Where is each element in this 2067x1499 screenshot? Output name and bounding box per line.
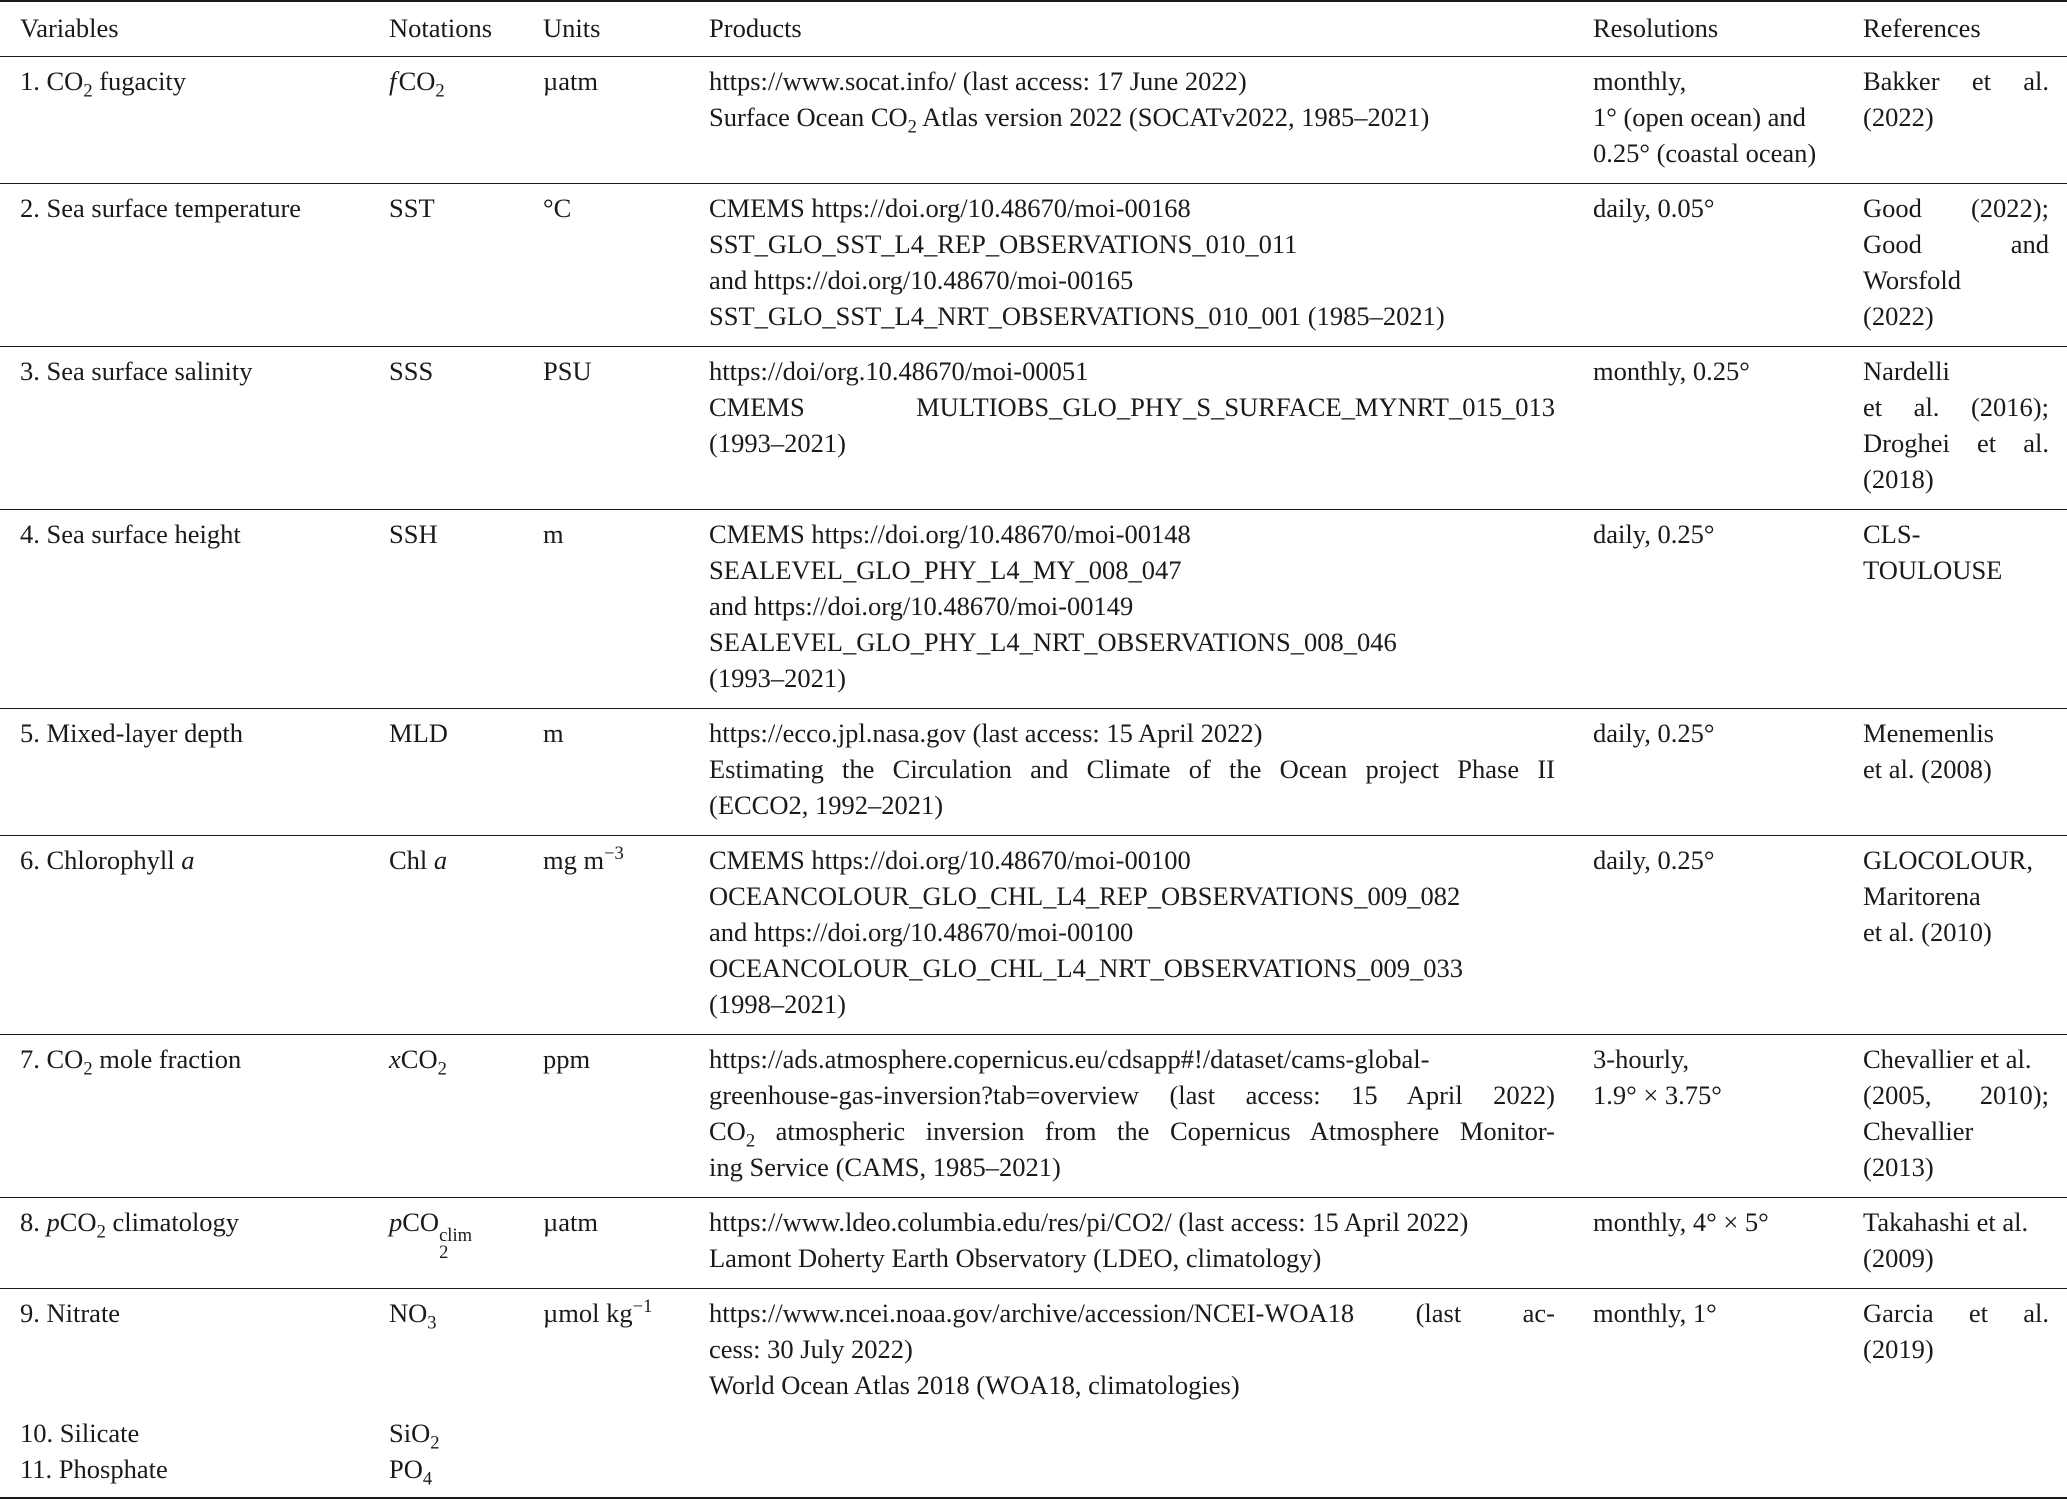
notation-cell: pCO clim 2 [369,1198,523,1289]
table-row [0,836,2067,1035]
table-header [0,1,2067,57]
product-cell: https://www.ldeo.columbia.edu/res/pi/CO2/ (last access: 15 April 2022) Lamont Doherty Earth Observatory (LDEO, climatology) [689,1198,1573,1289]
notation-cell: MLD [369,709,523,836]
unit-cell: m [523,709,689,836]
reference-cell: Garcia et al. (2019) [1863,1298,2049,1364]
variable-cell: 10. Silicate [20,1418,140,1448]
variable-cell: 9. Nitrate [20,1298,121,1328]
notation-cell: $NO_3$ [389,1298,437,1334]
notation-cell: SSS [369,347,523,510]
header-variables: Variables [0,1,369,57]
resolution-cell: monthly, 4° × 5° [1573,1198,1863,1289]
table-row [0,57,2067,184]
table-row [0,1035,2067,1198]
unit-cell: µatm [523,1198,689,1289]
table-row [0,1289,2067,1416]
table-row [0,1415,2067,1451]
variable-cell: 1. $CO_2$ fugacity [0,57,369,184]
notation-cell: Chl a [369,836,523,1035]
header-products: Products [689,1,1573,57]
header-references: References [1863,1,2067,57]
reference-cell: CLS- TOULOUSE [1863,510,2067,709]
reference-cell: Bakker et al. (2022) [1863,57,2067,184]
resolution-cell: daily, 0.25° [1573,836,1863,1035]
table-row [0,510,2067,709]
table-row [0,1198,2067,1289]
reference-cell: Takahashi et al. (2009) [1863,1198,2067,1289]
product-cell: CMEMS https://doi.org/10.48670/moi-00100 OCEANCOLOUR_GLO_CHL_L4_REP_OBSERVATIONS_009_082 and https://doi.org/10.48670/moi-00100 OCEANCOLOUR_GLO_CHL_L4_NRT_OBSERVATIONS_009_033 (1998–2021) [689,836,1573,1035]
header-notations: Notations [369,1,523,57]
reference-cell: Menemenlis et al. (2008) [1863,709,2067,836]
resolution-cell: daily, 0.25° [1573,510,1863,709]
variable-cell: 3. Sea surface salinity [0,347,369,510]
notation-cell: $PO_4$ [369,1451,523,1498]
reference-cell: Chevallier et al. (2005, 2010); Chevallier (2013) [1863,1035,2067,1198]
unit-cell: PSU [523,347,689,510]
unit-cell: mg $m^{-3}$ [523,836,689,1035]
notation-cell: SSH [369,510,523,709]
reference-cell: Good (2022); Good and Worsfold (2022) [1863,184,2067,347]
resolution-cell: daily, 0.05° [1573,184,1863,347]
unit-cell: ppm [523,1035,689,1198]
product-cell: https://www.socat.info/ (last access: 17 June 2022) Surface Ocean $CO_2$ Atlas version 2022 (SOCATv2022, 1985–2021) [689,57,1573,184]
table-row [0,1451,2067,1498]
table-row [0,184,2067,347]
resolution-cell: monthly, 0.25° [1573,347,1863,510]
variable-cell: 5. Mixed-layer depth [0,709,369,836]
notation-cell: SiO$_2$ [389,1418,440,1454]
notation-cell: SST [369,184,523,347]
header-resolutions: Resolutions [1573,1,1863,57]
product-cell: https://www.ncei.noaa.gov/archive/accession/NCEI-WOA18 (last ac- cess: 30 July 2022) World Ocean Atlas 2018 (WOA18, climatologies) [709,1298,1555,1400]
table-row [0,709,2067,836]
notation-cell: xCO$_2$ [369,1035,523,1198]
header-units: Units [523,1,689,57]
variable-cell: 6. Chlorophyll a [0,836,369,1035]
product-cell: https://doi/org.10.48670/moi-00051 CMEMS MULTIOBS_GLO_PHY_S_SURFACE_MYNRT_015_013 (1993–2021) [689,347,1573,510]
product-cell: CMEMS https://doi.org/10.48670/moi-00148 SEALEVEL_GLO_PHY_L4_MY_008_047 and https://doi.org/10.48670/moi-00149 SEALEVEL_GLO_PHY_L4_NRT_OBSERVATIONS_008_046 (1993–2021) [689,510,1573,709]
variable-cell: 11. Phosphate [0,1451,369,1498]
product-cell: https://ads.atmosphere.copernicus.eu/cdsapp#!/dataset/cams-global- greenhouse-gas-inversion?tab=overview (last access: 15 April 2022) $CO_2$ atmospheric inversion from the Copernicus Atmosphere Monitor- ing Service (CAMS, 1985–2021) [689,1035,1573,1198]
resolution-cell: 3-hourly, 1.9° × 3.75° [1573,1035,1863,1198]
variable-cell: 7. $CO_2$ mole fraction [0,1035,369,1198]
product-cell: https://ecco.jpl.nasa.gov (last access: 15 April 2022) Estimating the Circulation and Climate of the Ocean project Phase II (ECCO2, 1992–2021) [689,709,1573,836]
unit-cell: °C [523,184,689,347]
unit-cell: µmol $kg^{-1}$ [543,1295,653,1328]
notation-cell: f $CO_2$ [369,57,523,184]
variable-cell: 2. Sea surface temperature [0,184,369,347]
reference-cell: GLOCOLOUR, Maritorena et al. (2010) [1863,836,2067,1035]
resolution-cell: monthly, 1° (open ocean) and 0.25° (coastal ocean) [1573,57,1863,184]
unit-cell: µatm [523,57,689,184]
variable-cell: 4. Sea surface height [0,510,369,709]
table-row [0,347,2067,510]
reference-cell: Nardelli et al. (2016); Droghei et al. (2018) [1863,347,2067,510]
resolution-cell: monthly, 1° [1593,1298,1717,1328]
product-cell: CMEMS https://doi.org/10.48670/moi-00168 SST_GLO_SST_L4_REP_OBSERVATIONS_010_011 and https://doi.org/10.48670/moi-00165 SST_GLO_SST_L4_NRT_OBSERVATIONS_010_001 (1985–2021) [689,184,1573,347]
variable-cell: 8. pCO$_2$ climatology [0,1198,369,1289]
resolution-cell: daily, 0.25° [1573,709,1863,836]
unit-cell: m [523,510,689,709]
